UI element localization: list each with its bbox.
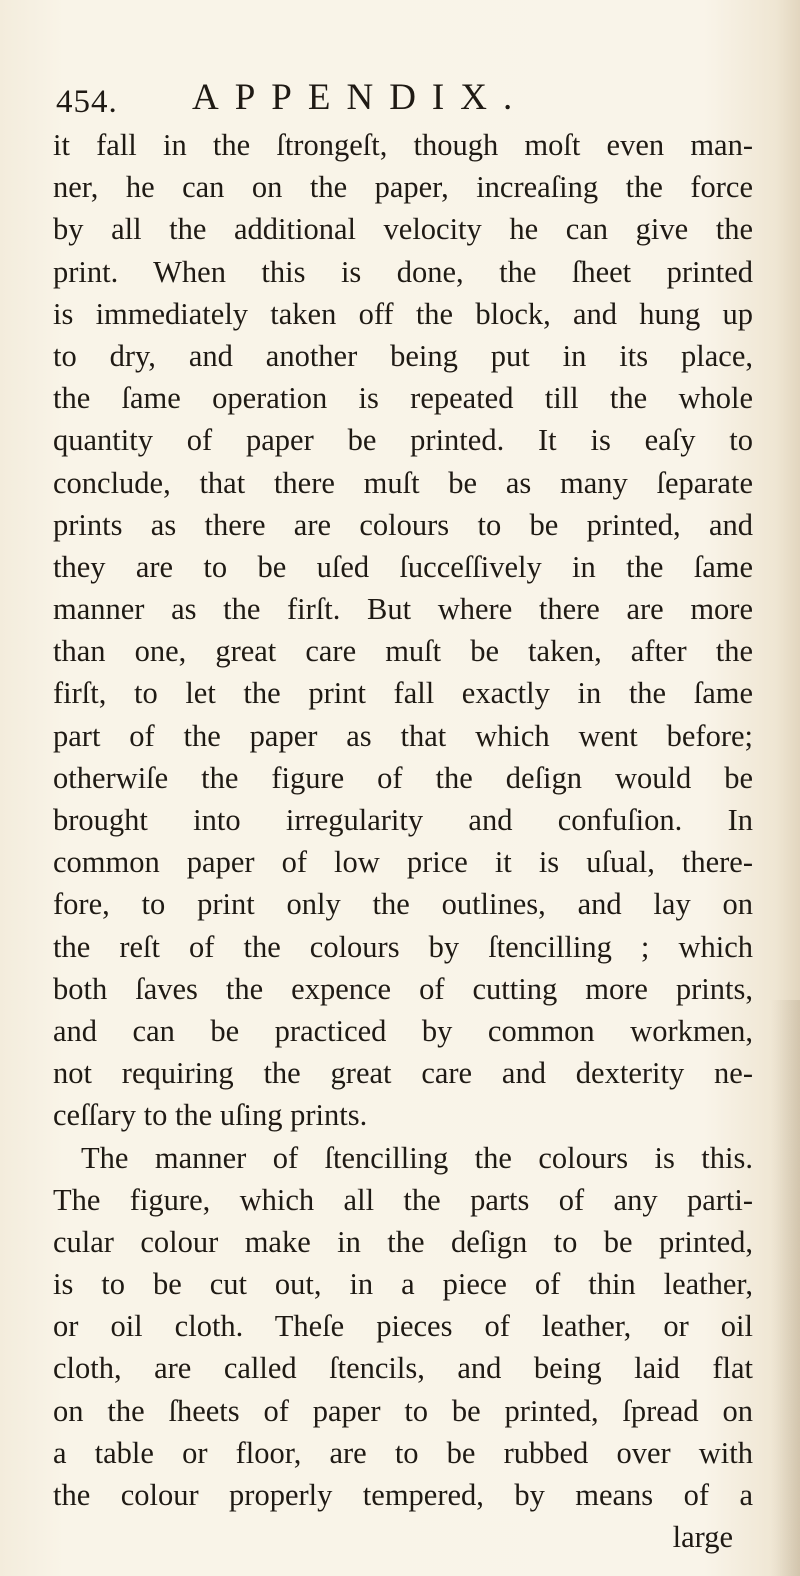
catchword: large — [672, 1520, 733, 1555]
page-number: 454. — [56, 84, 118, 120]
text-line: is to be cut out, in a piece of thin leather, — [53, 1267, 753, 1302]
text-line: and can be practiced by common workmen, — [53, 1013, 753, 1048]
text-line: quantity of paper be printed. It is eaſy to — [53, 423, 753, 458]
text-line: the colour properly tempered, by means of a — [53, 1478, 753, 1512]
text-line: common paper of low price it is uſual, there- — [53, 845, 753, 880]
text-line: ceſſary to the uſing prints. — [53, 1098, 368, 1133]
text-line: prints as there are colours to be printed, and — [53, 507, 753, 542]
text-line: on the ſheets of paper to be printed, ſpread on — [53, 1393, 753, 1428]
text-line: not requiring the great care and dexterity ne- — [53, 1056, 753, 1091]
text-line: fore, to print only the outlines, and lay on — [53, 887, 753, 922]
text-line: they are to be uſed ſucceſſively in the ſame — [53, 549, 753, 584]
text-line: a table or floor, are to be rubbed over with — [53, 1435, 753, 1470]
text-line: the reſt of the colours by ſtencilling ; which — [53, 929, 753, 964]
text-line: print. When this is done, the ſheet printed — [53, 254, 753, 289]
text-line: or oil cloth. Theſe pieces of leather, or oil — [53, 1309, 753, 1344]
text-line: by all the additional velocity he can give the — [53, 212, 753, 247]
text-line: conclude, that there muſt be as many ſeparate — [53, 465, 753, 500]
text-line: The figure, which all the parts of any parti- — [53, 1182, 753, 1217]
text-line: firſt, to let the print fall exactly in the ſame — [53, 676, 753, 711]
page-header — [56, 70, 746, 124]
text-line: both ſaves the expence of cutting more prints, — [53, 971, 753, 1006]
text-line: part of the paper as that which went before; — [53, 718, 753, 753]
text-line: otherwiſe the figure of the deſign would be — [53, 760, 753, 795]
text-line: brought into irregularity and confuſion. In — [53, 803, 753, 837]
text-line: manner as the firſt. But where there are more — [53, 592, 753, 627]
text-line: ner, he can on the paper, increaſing the force — [53, 170, 753, 205]
text-line: cular colour make in the deſign to be printed, — [53, 1224, 753, 1259]
body-text — [53, 124, 753, 1558]
running-head: APPENDIX. — [192, 77, 529, 118]
text-line: it fall in the ſtrongeſt, though moſt even man- — [53, 128, 753, 162]
text-line: is immediately taken off the block, and hung up — [53, 296, 753, 331]
page-edge-shadow — [770, 1000, 800, 1576]
text-line: The manner of ſtencilling the colours is this. — [81, 1140, 753, 1175]
text-line: to dry, and another being put in its place, — [53, 338, 753, 373]
text-line: the ſame operation is repeated till the whole — [53, 381, 753, 416]
text-line: than one, great care muſt be taken, after the — [53, 634, 753, 669]
text-line: cloth, are called ſtencils, and being laid flat — [53, 1351, 753, 1386]
